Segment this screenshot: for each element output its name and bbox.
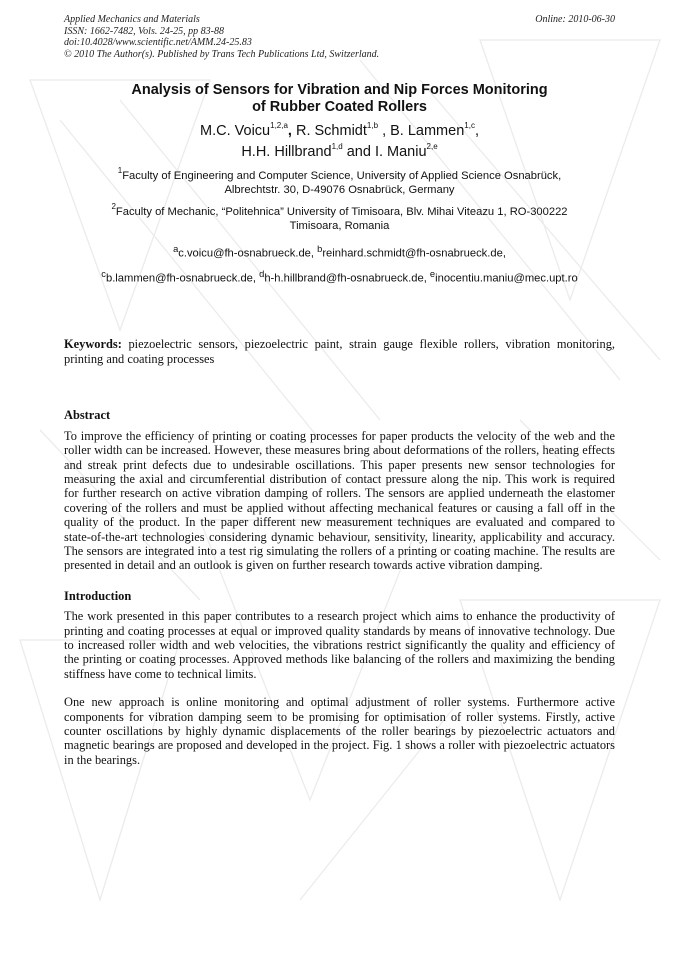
author-separator: , [474,123,479,139]
keywords-text: piezoelectric sensors, piezoelectric paint, strain gauge flexible rollers, vibration monitoring, printing and coating processes [64,337,615,366]
affiliation-line: Albrechtstr. 30, D-49076 Osnabrück, Germany [224,184,455,196]
journal-header [64,14,615,60]
affiliation-line: Faculty of Mechanic, “Politehnica” University of Timisoara, Blv. Mihai Viteazu 1, RO-300222 [115,206,568,218]
keywords-label: Keywords: [64,337,122,352]
author-list [64,121,615,163]
email-address[interactable]: reinhard.schmidt@fh-osnabrueck.de, [322,247,506,260]
author-name: R. Schmidt [295,123,367,139]
doi: doi:10.4028/www.scientific.net/AMM.24-25.83 [64,37,252,48]
title-line-2: of Rubber Coated Rollers [252,99,427,115]
issn: ISSN: 1662-7482, Vols. 24-25, pp 83-88 [64,25,224,37]
email-mark: c [101,268,106,279]
author-affiliation-mark: 1,b [366,121,379,131]
author-name: M.C. Voicu [200,123,271,139]
abstract-text: To improve the efficiency of printing or coating processes for paper products the velocity of the web and the roller width can be increased. However, these measures bring about deformations of the rollers, heating effects and streak print defects due to undesirable oscillations. This paper presents new sensor technologies for measuring the axial and circumferential distribution of contact pressure along the nip. This work is required for further research on active vibration damping of rollers. The sensors are applied underneath the elastomer covering of the rollers and must be applied without affecting mechanical features or causing a fall off in the quality of the product. In the paper different new measurement techniques are evaluated and compared to state-of-the-art technologies considering dynamic behaviour, sensitivity, linearity, applicability and accuracy. The sensors are integrated into a test rig simulating the rollers of a printing or coating machine. The results are presented in detail and an outlook is given on further research towards active vibration damping. [64,428,615,573]
journal-name: Applied Mechanics and Materials [64,14,200,25]
email-list [64,242,615,285]
affiliation-2 [64,202,615,233]
email-mark: a [173,244,179,254]
email-line-2 [12,267,667,286]
author-separator-and: and [342,144,375,160]
affiliation-mark: 1 [117,166,123,176]
keywords [64,337,615,366]
authors-line-2 [64,142,615,163]
title-line-1: Analysis of Sensors for Vibration and Nip Forces Monitoring [131,82,548,98]
affiliation-1 [64,166,615,197]
author-separator: , [287,123,292,139]
email-mark: b [317,244,323,254]
email-mark: e [429,268,436,279]
author-affiliation-mark: 1,d [331,142,343,152]
author-affiliation-mark: 2,e [426,142,438,152]
paper-content [64,14,615,767]
introduction-paragraph-2: One new approach is online monitoring and optimal adjustment of roller systems. Furthermore active components for vibration damping seem to be promising for optimisation of roller systems. Firstly, active counter oscillations by highly dynamic displacements of the roller bearings by piezoelectric actuators and magnetic bearings are proposed and developed in the project. Fig. 1 shows a roller with piezoelectric actuators in the bearings. [64,695,615,767]
affiliation-line: Timisoara, Romania [289,220,390,232]
author-separator: , [382,123,387,139]
email-address[interactable]: c.voicu@fh-osnabrueck.de, [178,247,314,260]
author-name: H.H. Hillbrand [241,144,332,160]
paper-title [64,82,615,116]
abstract-heading: Abstract [64,408,111,423]
author-affiliation-mark: 1,2,a [270,121,288,131]
introduction-heading: Introduction [64,588,132,603]
author-name: B. Lammen [390,123,465,139]
author-affiliation-mark: 1,c [464,121,475,131]
author-name: I. Maniu [374,144,427,160]
online-date: Online: 2010-06-30 [535,14,615,25]
affiliation-mark: 2 [111,202,116,212]
email-address[interactable]: b.lammen@fh-osnabrueck.de, [105,272,257,285]
email-mark: d [259,268,265,279]
copyright: © 2010 The Author(s). Published by Trans Tech Publications Ltd, Switzerland. [64,48,380,60]
email-line-1 [64,242,615,261]
introduction-paragraph-1: The work presented in this paper contributes to a research project which aims to enhance the productivity of printing and coating processes at equal or improved quality standards by means of innovative technology. Due to increased roller width and web velocities, the vibrations restrict significantly the quality and efficiency of the printing or coating processes. Approved methods like balancing of the rollers and maximizing the bending stiffness have come to technical limits. [64,609,615,681]
authors-line-1 [64,121,615,142]
email-address[interactable]: h-h.hillbrand@fh-osnabrueck.de, [264,272,427,285]
affiliation-line: Faculty of Engineering and Computer Science, University of Applied Science Osnabrück, [122,170,562,182]
email-address[interactable]: inocentiu.maniu@mec.upt.ro [435,272,578,285]
